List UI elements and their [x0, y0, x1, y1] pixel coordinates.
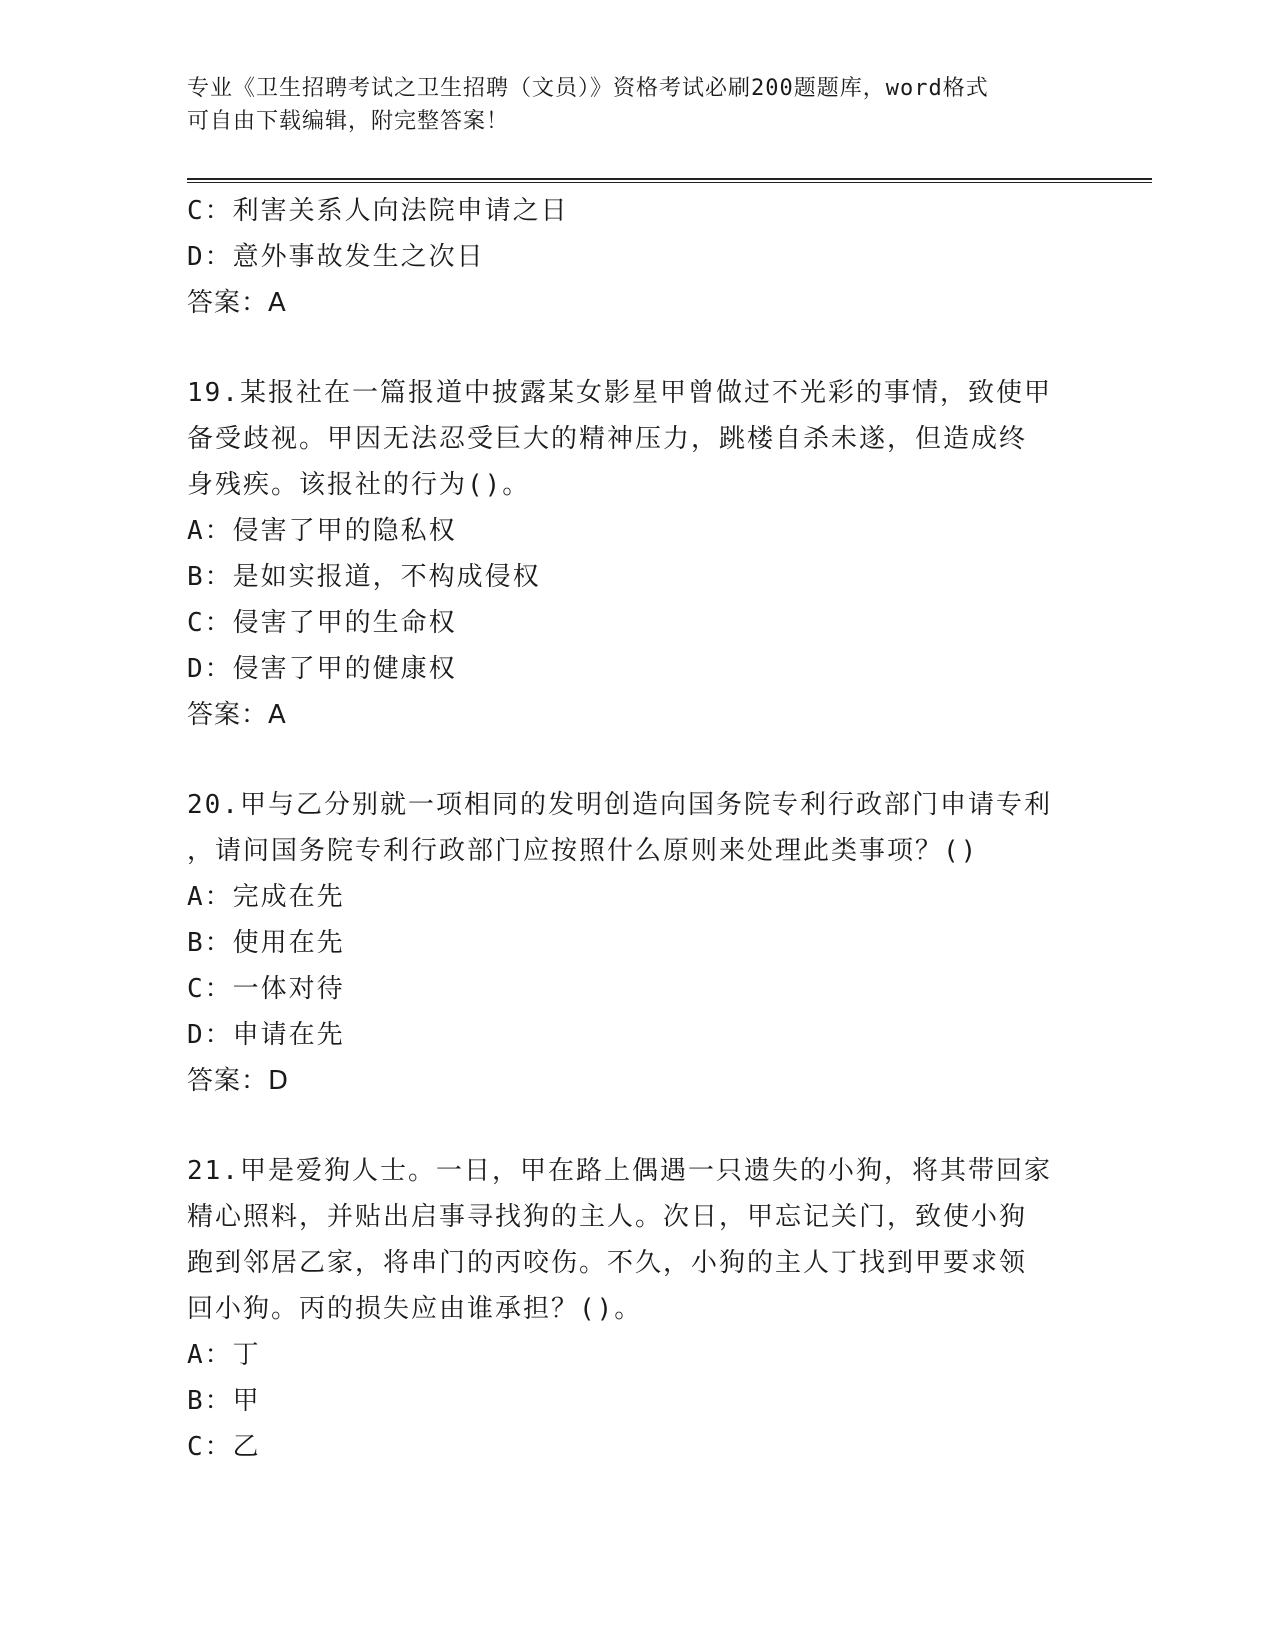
question-20	[187, 782, 1077, 1104]
document-header	[187, 72, 1067, 138]
question-text-line: 精心照料，并贴出启事寻找狗的主人。次日，甲忘记关门，致使小狗	[187, 1202, 1028, 1232]
option-d: D：申请在先	[187, 1020, 345, 1050]
option-c: C：一体对待	[187, 974, 345, 1004]
question-text	[187, 782, 1077, 874]
answer-line: 答案：A	[187, 700, 287, 730]
option-d: D：侵害了甲的健康权	[187, 654, 457, 684]
question-text	[187, 370, 1077, 508]
answer-line: 答案：A	[187, 288, 287, 318]
option-d: D：意外事故发生之次日	[187, 242, 485, 272]
option-a: A：侵害了甲的隐私权	[187, 516, 457, 546]
option-c: C：乙	[187, 1432, 261, 1462]
question-18-continued	[187, 188, 1077, 326]
header-divider	[187, 178, 1152, 183]
option-b: B：使用在先	[187, 928, 345, 958]
question-21	[187, 1148, 1077, 1470]
header-line-2: 可自由下载编辑，附完整答案！	[187, 109, 510, 134]
question-text	[187, 1148, 1077, 1332]
document-body	[187, 188, 1077, 1470]
option-c: C：利害关系人向法院申请之日	[187, 196, 569, 226]
question-text-line: 19.某报社在一篇报道中披露某女影星甲曾做过不光彩的事情，致使甲	[187, 378, 1052, 408]
option-b: B：是如实报道，不构成侵权	[187, 562, 541, 592]
header-line-1: 专业《卫生招聘考试之卫生招聘（文员）》资格考试必刷200题题库，word格式	[187, 76, 989, 101]
question-text-line: ，请问国务院专利行政部门应按照什么原则来处理此类事项？()	[187, 836, 979, 866]
question-text-line: 回小狗。丙的损失应由谁承担？()。	[187, 1294, 643, 1324]
answer-line: 答案：D	[187, 1066, 290, 1096]
option-a: A：丁	[187, 1340, 261, 1370]
question-text-line: 备受歧视。甲因无法忍受巨大的精神压力，跳楼自杀未遂，但造成终	[187, 424, 1028, 454]
question-19	[187, 370, 1077, 738]
question-text-line: 跑到邻居乙家，将串门的丙咬伤。不久，小狗的主人丁找到甲要求领	[187, 1248, 1028, 1278]
question-text-line: 身残疾。该报社的行为()。	[187, 470, 531, 500]
question-text-line: 21.甲是爱狗人士。一日，甲在路上偶遇一只遗失的小狗，将其带回家	[187, 1156, 1052, 1186]
option-a: A：完成在先	[187, 882, 345, 912]
option-c: C：侵害了甲的生命权	[187, 608, 457, 638]
question-text-line: 20.甲与乙分别就一项相同的发明创造向国务院专利行政部门申请专利	[187, 790, 1052, 820]
option-b: B：甲	[187, 1386, 261, 1416]
